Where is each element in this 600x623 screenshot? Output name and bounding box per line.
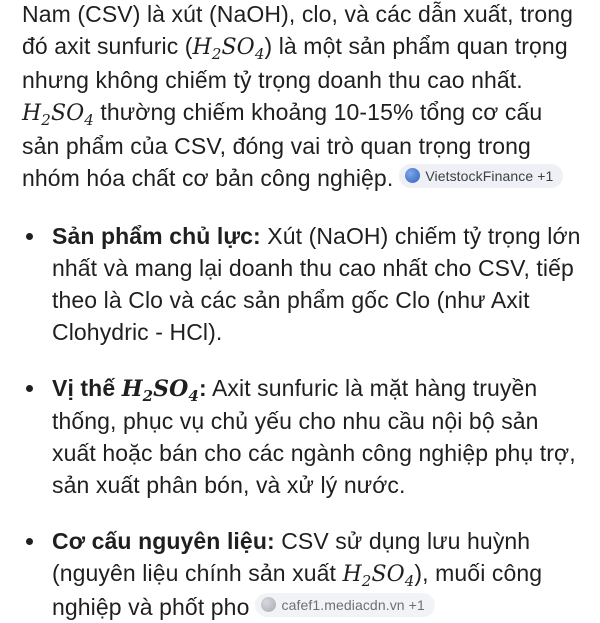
source-chip-label: cafef1.mediacdn.vn +1	[281, 596, 425, 613]
intro-text-continued: ) là một sản phẩm quan trọng nhưng không chiếm tỷ trọng doanh thu cao nhất.	[22, 33, 568, 93]
bullet-term: Vị thế $H_2SO_4$:	[52, 375, 207, 405]
formula-h2so4: $H_2SO_4$	[22, 101, 94, 129]
source-chip-cafef[interactable]	[255, 593, 434, 617]
bullet-text: Axit sunfuric là mặt hàng truyền thống, phục vụ chủ yếu cho nhu cầu nội bộ sản xuất hoặc bán cho các ngành công nghiệp phụ trợ, sản xuất phân bón, và xử lý nước.	[52, 375, 576, 498]
intro-text: Nam (CSV) là xút (NaOH), clo, và các dẫn xuất, trong đó axit sunfuric (	[22, 1, 574, 59]
bullet-list	[22, 220, 582, 623]
intro-paragraph	[22, 0, 582, 194]
intro-text-end: thường chiếm khoảng 10-15% tổng cơ cấu sản phẩm của CSV, đóng vai trò quan trọng trong nhóm hóa chất cơ bản công nghiệp.	[22, 99, 543, 191]
bullet-text-end: ), muối công nghiệp và phốt pho	[52, 560, 543, 620]
answer-content	[22, 0, 582, 623]
bullet-icon	[26, 233, 33, 240]
bullet-term: Sản phẩm chủ lực:	[52, 223, 261, 249]
bullet-text: CSV sử dụng lưu huỳnh (nguyên liệu chính sản xuất	[52, 528, 531, 586]
list-item	[22, 372, 582, 501]
source-chip-label: VietstockFinance +1	[425, 167, 554, 184]
bullet-icon	[26, 538, 33, 545]
cafef-source-icon	[261, 597, 276, 612]
formula-h2so4: $H_2SO_4$	[342, 562, 415, 590]
bullet-text: Xút (NaOH) chiếm tỷ trọng lớn nhất và mang lại doanh thu cao nhất cho CSV, tiếp theo là Clo và các sản phẩm gốc Clo (như Axit Clohydric - HCl).	[52, 223, 581, 345]
list-item	[22, 220, 582, 348]
formula-h2so4: $H_2SO_4$	[121, 376, 199, 405]
source-chip-vietstock[interactable]	[399, 164, 563, 188]
bullet-term: Cơ cấu nguyên liệu:	[52, 528, 275, 554]
list-item	[22, 525, 582, 623]
vietstock-source-icon	[405, 168, 420, 183]
bullet-icon	[26, 385, 33, 392]
formula-h2so4: $H_2SO_4$	[192, 35, 265, 63]
